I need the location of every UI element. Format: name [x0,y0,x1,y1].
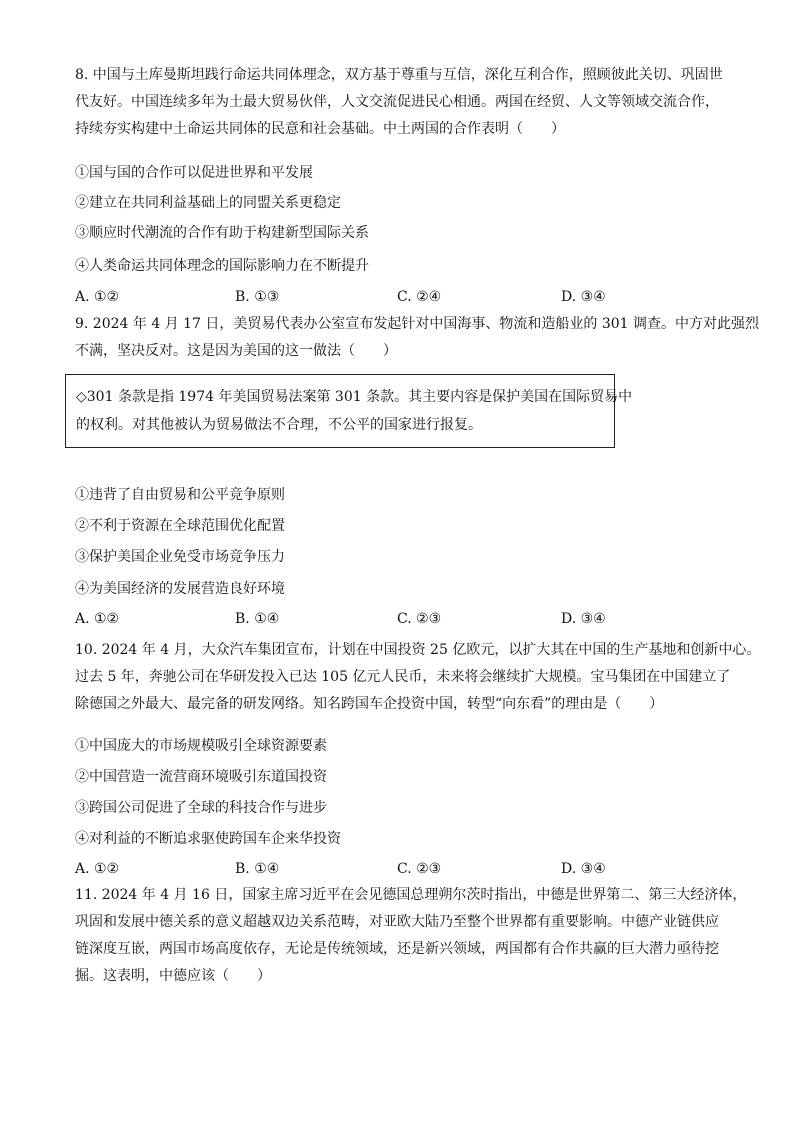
q8-option-1: ①国与国的合作可以促进世界和平发展 [75,165,313,181]
question-9-stem [75,311,760,365]
q10-answer-choices [75,859,725,879]
stem-line: 11. 2024 年 4 月 16 日，国家主席习近平在会见德国总理朔尔茨时指出，中德是世界第二、第三大经济体， [75,887,747,903]
q9-choice-d[interactable]: D. ③④ [561,611,606,627]
q9-option-3: ③保护美国企业免受市场竞争压力 [75,549,285,565]
question-10-stem [75,637,761,718]
stem-line: 过去 5 年，奔驰公司在华研发投入已达 105 亿元人民币，未来将会继续扩大规模。宝马集团在中国建立了 [75,669,731,685]
q10-option-4: ④对利益的不断追求驱使跨国车企来华投资 [75,831,341,847]
material-box [65,374,633,448]
q10-option-1: ①中国庞大的市场规模吸引全球资源要素 [75,738,327,754]
q9-choice-b[interactable]: B. ①④ [235,611,280,627]
q8-option-4: ④人类命运共同体理念的国际影响力在不断提升 [75,258,369,274]
stem-line: 链深度互嵌，两国市场高度依存，无论是传统领域，还是新兴领域，两国都有合作共赢的巨大潜力亟待挖 [75,941,719,957]
q10-choice-b[interactable]: B. ①④ [235,861,280,877]
stem-line: 10. 2024 年 4 月，大众汽车集团宣布，计划在中国投资 25 亿欧元，以扩大其在中国的生产基地和创新中心。 [75,642,761,658]
q8-option-3: ③顺应时代潮流的合作有助于构建新型国际关系 [75,225,369,241]
material-line: ◇301 条款是指 1974 年美国贸易法案第 301 条款。其主要内容是保护美国在国际贸易中 [76,389,633,405]
q9-answer-choices [75,609,725,629]
q10-choice-a[interactable]: A. ①② [75,861,120,877]
stem-line: 巩固和发展中德关系的意义超越双边关系范畴，对亚欧大陆乃至整个世界都有重要影响。中德产业链供应 [75,914,719,930]
q8-option-2: ②建立在共同利益基础上的同盟关系更稳定 [75,195,341,211]
q10-option-3: ③跨国公司促进了全球的科技合作与进步 [75,800,327,816]
stem-line: 掘。这表明，中德应该（ ） [75,968,271,984]
question-8-stem [75,62,725,143]
stem-line: 9. 2024 年 4 月 17 日，美贸易代表办公室宣布发起针对中国海事、物流和造船业的 301 调查。中方对此强烈 [75,316,760,332]
q10-option-2: ②中国营造一流营商环境吸引东道国投资 [75,769,327,785]
q8-answer-choices [75,287,725,307]
q10-choice-d[interactable]: D. ③④ [561,861,606,877]
q8-choice-c[interactable]: C. ②④ [397,289,442,305]
stem-line: 除德国之外最大、最完备的研发网络。知名跨国车企投资中国，转型“向东看”的理由是（ ） [75,696,664,712]
stem-line: 代友好。中国连续多年为土最大贸易伙伴，人文交流促进民心相通。两国在经贸、人文等领域交流合作， [75,94,719,110]
stem-line: 持续夯实构建中土命运共同体的民意和社会基础。中土两国的合作表明（ ） [75,121,565,137]
q10-choice-c[interactable]: C. ②③ [397,861,442,877]
q9-option-2: ②不利于资源在全球范围优化配置 [75,518,285,534]
q9-choice-a[interactable]: A. ①② [75,611,120,627]
q9-option-1: ①违背了自由贸易和公平竞争原则 [75,487,285,503]
stem-line: 不满，坚决反对。这是因为美国的这一做法（ ） [75,343,397,359]
material-line: 的权利。对其他被认为贸易做法不合理，不公平的国家进行报复。 [76,417,482,433]
q9-option-4: ④为美国经济的发展营造良好环境 [75,581,285,597]
q8-choice-d[interactable]: D. ③④ [561,289,606,305]
q9-choice-c[interactable]: C. ②③ [397,611,442,627]
q8-choice-a[interactable]: A. ①② [75,289,120,305]
question-11-stem [75,882,747,990]
q8-choice-b[interactable]: B. ①③ [235,289,280,305]
stem-line: 8. 中国与土库曼斯坦践行命运共同体理念，双方基于尊重与互信，深化互利合作，照顾彼此关切、巩固世 [75,67,723,83]
